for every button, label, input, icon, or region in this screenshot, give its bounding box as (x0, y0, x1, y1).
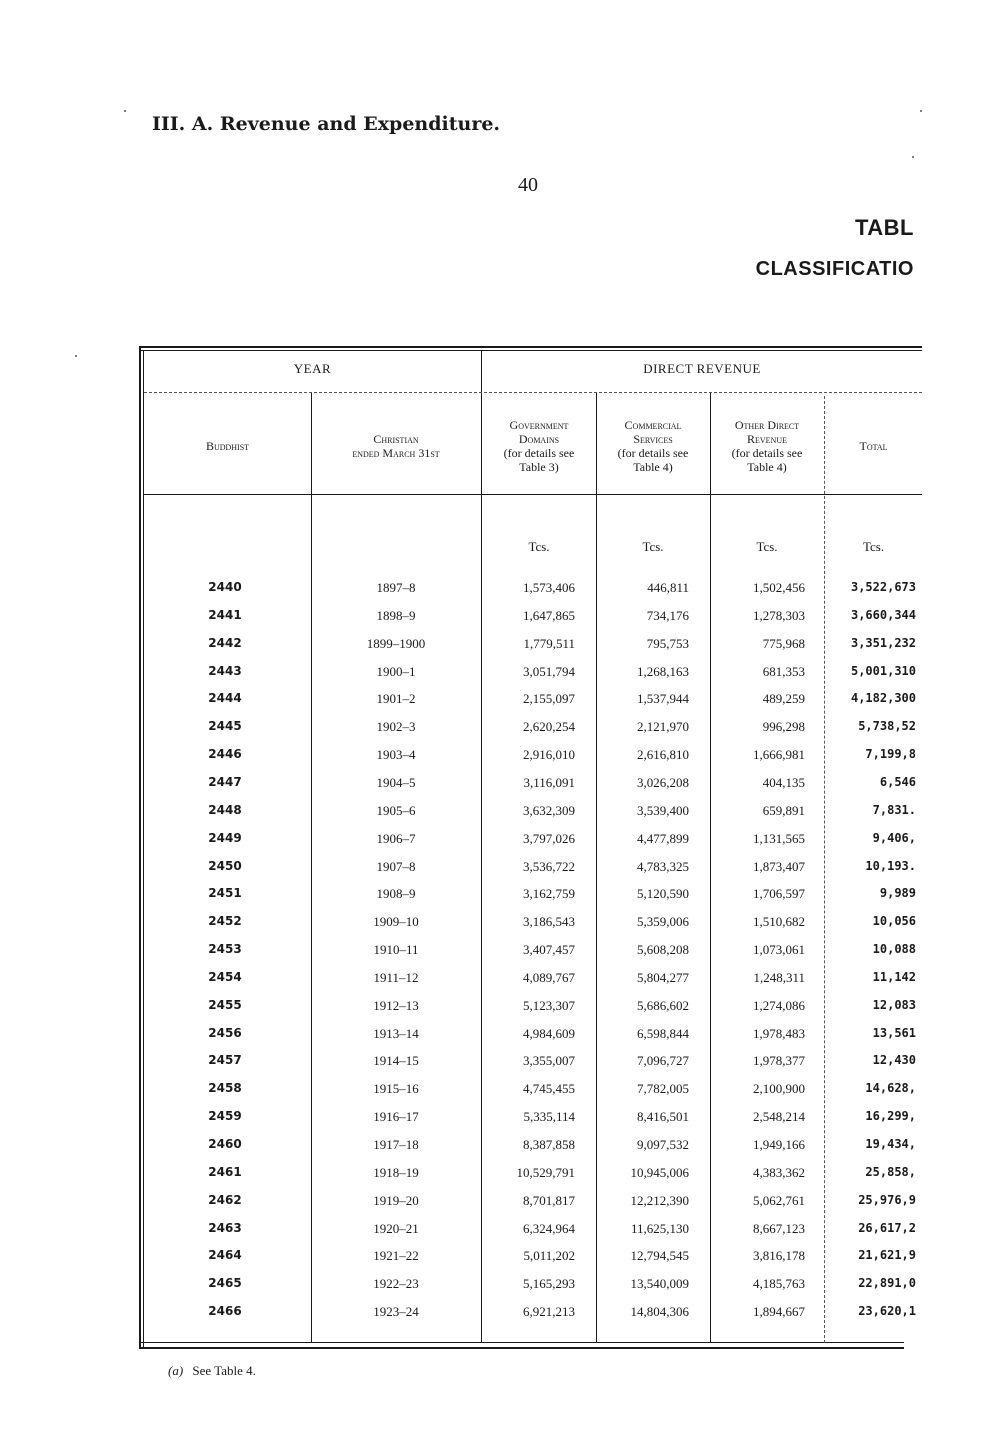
oth-header-line-3: (for details see (731, 446, 803, 460)
group-header-rule (144, 392, 922, 393)
revenue-table (139, 346, 922, 1349)
other-direct-revenue-cell: 404,135 (762, 775, 805, 790)
table-top-rule-inner (139, 350, 922, 351)
buddhist-cell: 2447 (208, 775, 242, 789)
other-direct-revenue-cell: 1,706,597 (753, 886, 805, 901)
christian-header-line-1: Christian (373, 432, 419, 446)
classification-label: CLASSIFICATIO (755, 258, 914, 280)
buddhist-cell: 2454 (208, 970, 242, 984)
commercial-services-cell: 2,616,810 (637, 747, 689, 762)
christian-year-cell: 1898–9 (376, 608, 416, 623)
government-domains-cell: 3,355,007 (523, 1053, 575, 1068)
christian-year-cell: 1922–23 (373, 1276, 419, 1291)
commercial-services-cell: 3,539,400 (637, 803, 689, 818)
government-domains-cell: 4,745,455 (523, 1081, 575, 1096)
buddhist-cell: 2440 (208, 580, 242, 594)
buddhist-cell: 2452 (208, 914, 242, 928)
total-cell: 5,001,310 (850, 664, 916, 678)
total-cell: 13,561 (872, 1026, 916, 1040)
total-cell: 22,891,0 (858, 1276, 916, 1290)
commercial-services-cell: 7,782,005 (637, 1081, 689, 1096)
buddhist-cell: 2466 (208, 1304, 242, 1318)
total-cell: 25,976,9 (858, 1193, 916, 1207)
commercial-services-cell: 5,804,277 (637, 970, 689, 985)
gov-header-line-1: Government (509, 418, 569, 432)
total-cell: 14,628, (865, 1081, 916, 1095)
commercial-services-cell: 6,598,844 (637, 1026, 689, 1041)
government-domains-cell: 6,921,213 (523, 1304, 575, 1319)
commercial-services-cell: 795,753 (646, 636, 689, 651)
gov-header-line-4: Table 3) (519, 460, 559, 474)
commercial-services-cell: 2,121,970 (637, 719, 689, 734)
other-direct-revenue-cell: 1,894,667 (753, 1304, 805, 1319)
total-cell: 10,088 (872, 942, 916, 956)
buddhist-cell: 2441 (208, 608, 242, 622)
other-direct-revenue-cell: 2,100,900 (753, 1081, 805, 1096)
government-domains-cell: 2,620,254 (523, 719, 575, 734)
total-column-header: Total (859, 439, 888, 453)
government-domains-cell: 3,186,543 (523, 914, 575, 929)
other-direct-revenue-cell: 996,298 (762, 719, 805, 734)
commercial-services-cell: 4,783,325 (637, 859, 689, 874)
commercial-services-cell: 4,477,899 (637, 831, 689, 846)
government-domains-cell: 2,916,010 (523, 747, 575, 762)
total-cell: 6,546 (879, 775, 916, 789)
buddhist-cell: 2444 (208, 691, 242, 705)
other-direct-revenue-column-header (710, 418, 824, 474)
other-direct-revenue-cell: 4,185,763 (753, 1276, 805, 1291)
commercial-services-column-header (596, 418, 710, 474)
total-cell: 3,351,232 (850, 636, 916, 650)
table-top-rule (139, 346, 922, 348)
government-domains-cell: 6,324,964 (523, 1221, 575, 1236)
table-label: TABL (854, 215, 914, 240)
other-direct-revenue-cell: 1,510,682 (753, 914, 805, 929)
total-cell: 19,434, (865, 1137, 916, 1151)
christian-year-cell: 1899–1900 (366, 636, 426, 651)
government-domains-cell: 3,162,759 (523, 886, 575, 901)
other-direct-revenue-cell: 1,873,407 (753, 859, 805, 874)
commercial-services-cell: 5,359,006 (637, 914, 689, 929)
gov-header-line-3: (for details see (503, 446, 575, 460)
christian-year-cell: 1904–5 (376, 775, 416, 790)
gov-unit: Tcs. (528, 539, 550, 554)
commercial-services-cell: 12,794,545 (630, 1248, 689, 1263)
other-direct-revenue-cell: 4,383,362 (753, 1165, 805, 1180)
buddhist-cell: 2455 (208, 998, 242, 1012)
com-header-line-1: Commercial (624, 418, 682, 432)
oth-unit: Tcs. (756, 539, 778, 554)
commercial-services-cell: 8,416,501 (637, 1109, 689, 1124)
government-domains-cell: 10,529,791 (516, 1165, 575, 1180)
direct-revenue-group-header: DIRECT REVENUE (643, 361, 761, 376)
commercial-services-cell: 5,686,602 (637, 998, 689, 1013)
christian-year-cell: 1909–10 (373, 914, 419, 929)
government-domains-cell: 1,647,865 (523, 608, 575, 623)
total-cell: 25,858, (865, 1165, 916, 1179)
total-cell: 3,522,673 (850, 580, 916, 594)
total-cell: 11,142 (872, 970, 916, 984)
footnote (168, 1363, 256, 1379)
footnote-text: See Table 4. (192, 1363, 256, 1378)
print-speck (920, 110, 922, 112)
year-group-header: YEAR (293, 361, 332, 376)
col-rule (596, 393, 597, 1343)
other-direct-revenue-cell: 1,274,086 (753, 998, 805, 1013)
christian-year-cell: 1910–11 (373, 942, 419, 957)
com-header-line-3: (for details see (617, 446, 689, 460)
other-direct-revenue-cell: 1,248,311 (753, 970, 805, 985)
christian-year-cell: 1914–15 (373, 1053, 419, 1068)
other-direct-revenue-cell: 775,968 (762, 636, 805, 651)
other-direct-revenue-cell: 5,062,761 (753, 1193, 805, 1208)
government-domains-cell: 1,573,406 (523, 580, 575, 595)
christian-column-header (311, 432, 481, 460)
buddhist-cell: 2446 (208, 747, 242, 761)
total-cell: 7,831. (872, 803, 916, 817)
other-direct-revenue-cell: 1,502,456 (753, 580, 805, 595)
government-domains-cell: 3,407,457 (523, 942, 575, 957)
page-number: 40 (518, 174, 538, 196)
col-rule (481, 350, 482, 1343)
buddhist-cell: 2445 (208, 719, 242, 733)
total-cell: 26,617,2 (858, 1221, 916, 1235)
buddhist-cell: 2442 (208, 636, 242, 650)
total-cell: 12,083 (872, 998, 916, 1012)
other-direct-revenue-cell: 1,949,166 (753, 1137, 805, 1152)
header-bottom-rule (144, 494, 922, 495)
com-header-line-4: Table 4) (633, 460, 673, 474)
christian-year-cell: 1903–4 (376, 747, 416, 762)
buddhist-cell: 2461 (208, 1165, 242, 1179)
commercial-services-cell: 5,120,590 (637, 886, 689, 901)
buddhist-cell: 2465 (208, 1276, 242, 1290)
com-header-line-2: Services (633, 432, 673, 446)
footnote-marker: (a) (168, 1363, 184, 1378)
col-rule (710, 393, 711, 1343)
buddhist-cell: 2464 (208, 1248, 242, 1262)
oth-header-line-1: Other Direct (734, 418, 800, 432)
total-cell: 9,989 (879, 886, 916, 900)
other-direct-revenue-cell: 1,666,981 (753, 747, 805, 762)
christian-year-cell: 1919–20 (373, 1193, 419, 1208)
gov-header-line-2: Domains (518, 432, 560, 446)
commercial-services-cell: 1,537,944 (637, 691, 689, 706)
oth-header-line-4: Table 4) (747, 460, 787, 474)
other-direct-revenue-cell: 1,278,303 (753, 608, 805, 623)
government-domains-cell: 3,632,309 (523, 803, 575, 818)
government-domains-cell: 3,116,091 (523, 775, 575, 790)
buddhist-cell: 2456 (208, 1026, 242, 1040)
other-direct-revenue-cell: 1,073,061 (753, 942, 805, 957)
other-direct-revenue-cell: 1,978,483 (753, 1026, 805, 1041)
commercial-services-cell: 446,811 (647, 580, 689, 595)
commercial-services-cell: 9,097,532 (637, 1137, 689, 1152)
government-domains-cell: 3,051,794 (523, 664, 575, 679)
table-bottom-rule-inner (139, 1342, 904, 1343)
christian-year-cell: 1920–21 (373, 1221, 419, 1236)
government-domains-cell: 8,701,817 (523, 1193, 575, 1208)
government-domains-cell: 4,089,767 (523, 970, 575, 985)
christian-year-cell: 1907–8 (376, 859, 416, 874)
commercial-services-cell: 10,945,006 (630, 1165, 689, 1180)
christian-header-line-2: ended March 31st (352, 446, 440, 460)
other-direct-revenue-cell: 489,259 (762, 691, 805, 706)
buddhist-cell: 2449 (208, 831, 242, 845)
christian-year-cell: 1917–18 (373, 1137, 419, 1152)
total-cell: 9,406, (872, 831, 916, 845)
commercial-services-cell: 13,540,009 (630, 1276, 689, 1291)
buddhist-cell: 2448 (208, 803, 242, 817)
government-domains-cell: 5,165,293 (523, 1276, 575, 1291)
buddhist-cell: 2453 (208, 942, 242, 956)
commercial-services-cell: 5,608,208 (637, 942, 689, 957)
other-direct-revenue-cell: 1,978,377 (753, 1053, 805, 1068)
buddhist-cell: 2459 (208, 1109, 242, 1123)
christian-year-cell: 1906–7 (376, 831, 416, 846)
total-cell: 21,621,9 (858, 1248, 916, 1262)
other-direct-revenue-cell: 8,667,123 (753, 1221, 805, 1236)
christian-year-cell: 1900–1 (376, 664, 416, 679)
christian-year-cell: 1921–22 (373, 1248, 419, 1263)
other-direct-revenue-cell: 3,816,178 (753, 1248, 805, 1263)
government-domains-cell: 3,536,722 (523, 859, 575, 874)
total-cell: 5,738,52 (858, 719, 916, 733)
buddhist-cell: 2460 (208, 1137, 242, 1151)
table-bottom-rule (139, 1347, 904, 1349)
total-cell: 10,193. (865, 859, 916, 873)
christian-year-cell: 1901–2 (376, 691, 416, 706)
buddhist-column-header: Buddhist (205, 439, 250, 453)
other-direct-revenue-cell: 2,548,214 (753, 1109, 805, 1124)
christian-year-cell: 1918–19 (373, 1165, 419, 1180)
buddhist-cell: 2458 (208, 1081, 242, 1095)
print-speck (75, 355, 77, 357)
christian-year-cell: 1905–6 (376, 803, 416, 818)
total-cell: 3,660,344 (850, 608, 916, 622)
total-cell: 23,620,1 (858, 1304, 916, 1318)
christian-year-cell: 1912–13 (373, 998, 419, 1013)
government-domains-cell: 2,155,097 (523, 691, 575, 706)
commercial-services-cell: 1,268,163 (637, 664, 689, 679)
government-domains-cell: 8,387,858 (523, 1137, 575, 1152)
christian-year-cell: 1915–16 (373, 1081, 419, 1096)
other-direct-revenue-cell: 659,891 (762, 803, 805, 818)
christian-year-cell: 1916–17 (373, 1109, 419, 1124)
government-domains-column-header (482, 418, 596, 474)
christian-year-cell: 1911–12 (373, 970, 419, 985)
buddhist-cell: 2450 (208, 859, 242, 873)
commercial-services-cell: 3,026,208 (637, 775, 689, 790)
section-title: III. A. Revenue and Expenditure. (152, 113, 501, 135)
oth-header-line-2: Revenue (747, 432, 787, 446)
commercial-services-cell: 14,804,306 (630, 1304, 689, 1319)
commercial-services-cell: 7,096,727 (637, 1053, 689, 1068)
government-domains-cell: 5,011,202 (523, 1248, 575, 1263)
buddhist-cell: 2443 (208, 664, 242, 678)
total-cell: 4,182,300 (850, 691, 916, 705)
total-unit: Tcs. (862, 539, 885, 554)
buddhist-cell: 2457 (208, 1053, 242, 1067)
buddhist-cell: 2451 (208, 886, 242, 900)
total-cell: 16,299, (865, 1109, 916, 1123)
commercial-services-cell: 734,176 (646, 608, 689, 623)
christian-year-cell: 1908–9 (376, 886, 416, 901)
christian-year-cell: 1923–24 (373, 1304, 419, 1319)
christian-year-cell: 1913–14 (373, 1026, 419, 1041)
total-cell: 12,430 (872, 1053, 916, 1067)
commercial-services-cell: 12,212,390 (630, 1193, 689, 1208)
government-domains-cell: 1,779,511 (523, 636, 575, 651)
government-domains-cell: 5,123,307 (523, 998, 575, 1013)
total-cell: 7,199,8 (865, 747, 916, 761)
government-domains-cell: 4,984,609 (523, 1026, 575, 1041)
other-direct-revenue-cell: 1,131,565 (753, 831, 805, 846)
christian-year-cell: 1902–3 (376, 719, 416, 734)
buddhist-cell: 2462 (208, 1193, 242, 1207)
print-speck (124, 110, 126, 112)
government-domains-cell: 3,797,026 (523, 831, 575, 846)
other-direct-revenue-cell: 681,353 (762, 664, 805, 679)
christian-year-cell: 1897–8 (376, 580, 416, 595)
buddhist-cell: 2463 (208, 1221, 242, 1235)
government-domains-cell: 5,335,114 (523, 1109, 575, 1124)
commercial-services-cell: 11,625,130 (630, 1221, 689, 1236)
print-speck (912, 156, 914, 158)
total-cell: 10,056 (872, 914, 916, 928)
com-unit: Tcs. (642, 539, 664, 554)
